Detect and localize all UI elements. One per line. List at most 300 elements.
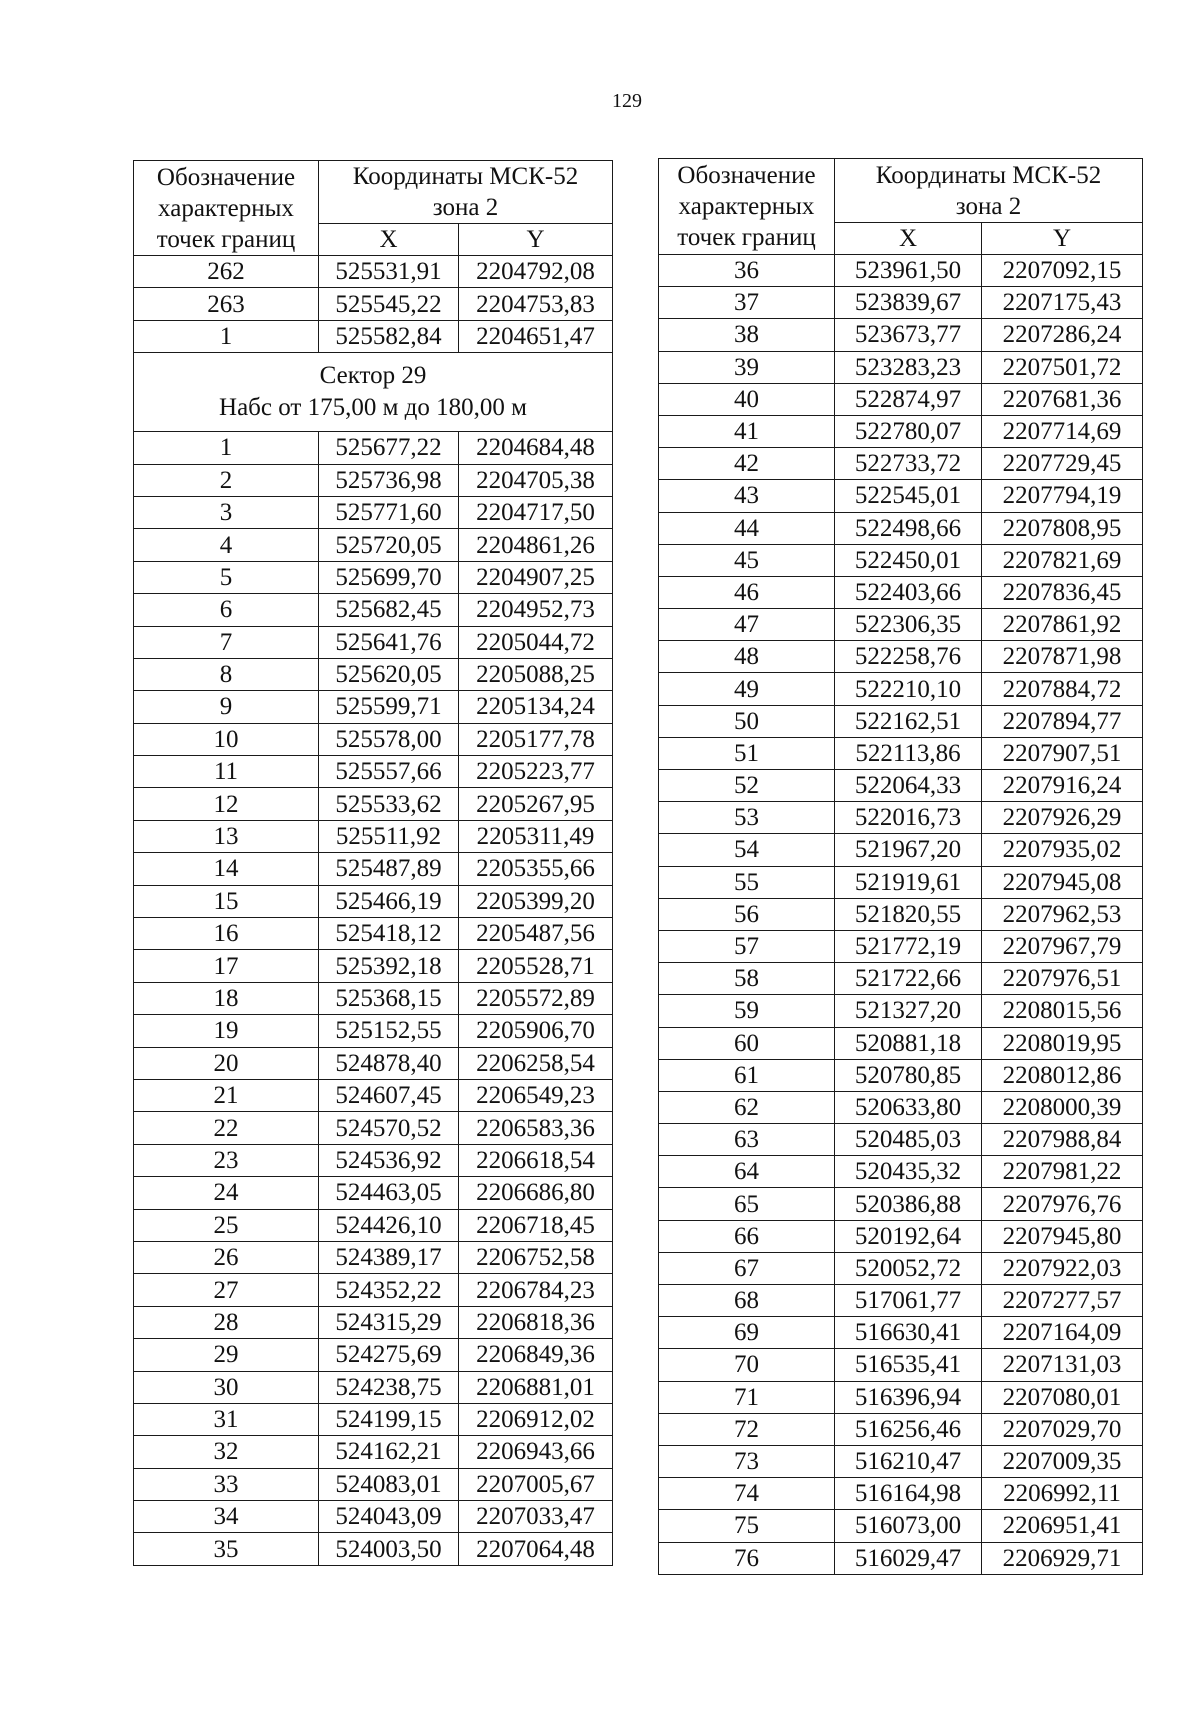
table-row: [134, 1274, 613, 1306]
x-coordinate-cell: 516029,47: [835, 1542, 982, 1574]
x-coordinate-cell: 516210,47: [835, 1445, 982, 1477]
y-coordinate-cell: 2207164,09: [982, 1317, 1143, 1349]
x-coordinate-cell: 525720,05: [319, 529, 459, 561]
point-id-cell: 35: [134, 1533, 319, 1565]
point-id-cell: 51: [659, 737, 835, 769]
table-row: [659, 995, 1143, 1027]
x-coordinate-cell: 524315,29: [319, 1306, 459, 1338]
y-coordinate-cell: 2207907,51: [982, 737, 1143, 769]
table-row: [134, 1436, 613, 1468]
sector-cell: [134, 353, 613, 432]
table-row: [134, 756, 613, 788]
point-id-cell: 16: [134, 918, 319, 950]
table-row: [659, 641, 1143, 673]
x-coordinate-cell: 521722,66: [835, 963, 982, 995]
y-coordinate-cell: 2205399,20: [459, 885, 613, 917]
point-id-cell: 3: [134, 496, 319, 528]
table-row: [134, 1209, 613, 1241]
y-coordinate-cell: 2207926,29: [982, 802, 1143, 834]
x-coordinate-cell: 525682,45: [319, 594, 459, 626]
table-row: [659, 802, 1143, 834]
point-id-cell: 54: [659, 834, 835, 866]
x-coordinate-cell: 516256,46: [835, 1413, 982, 1445]
point-id-cell: 56: [659, 898, 835, 930]
y-coordinate-cell: 2207981,22: [982, 1156, 1143, 1188]
y-column-header: Y: [982, 223, 1143, 255]
table-row: [659, 1252, 1143, 1284]
x-coordinate-cell: 521919,61: [835, 866, 982, 898]
point-id-cell: 58: [659, 963, 835, 995]
point-id-cell: 33: [134, 1468, 319, 1500]
x-coordinate-cell: 525677,22: [319, 432, 459, 464]
x-coordinate-cell: 516164,98: [835, 1478, 982, 1510]
x-coordinate-cell: 525487,89: [319, 853, 459, 885]
point-id-cell: 76: [659, 1542, 835, 1574]
y-coordinate-cell: 2207729,45: [982, 448, 1143, 480]
point-id-cell: 65: [659, 1188, 835, 1220]
table-row: [134, 1015, 613, 1047]
y-coordinate-cell: 2207033,47: [459, 1501, 613, 1533]
point-id-cell: 263: [134, 288, 319, 320]
table-body-left: [134, 161, 613, 1566]
x-coordinate-cell: 520386,88: [835, 1188, 982, 1220]
table-row: [659, 705, 1143, 737]
table-row: [659, 834, 1143, 866]
point-id-cell: 6: [134, 594, 319, 626]
x-coordinate-cell: 525392,18: [319, 950, 459, 982]
y-coordinate-cell: 2207808,95: [982, 512, 1143, 544]
point-id-cell: 68: [659, 1285, 835, 1317]
sector-row: [134, 353, 613, 432]
x-coordinate-cell: 525641,76: [319, 626, 459, 658]
point-id-cell: 1: [134, 320, 319, 352]
y-coordinate-cell: 2206929,71: [982, 1542, 1143, 1574]
x-coordinate-cell: 525368,15: [319, 982, 459, 1014]
point-id-cell: 75: [659, 1510, 835, 1542]
x-coordinate-cell: 524426,10: [319, 1209, 459, 1241]
header-row: [134, 161, 613, 224]
y-coordinate-cell: 2206718,45: [459, 1209, 613, 1241]
point-id-cell: 30: [134, 1371, 319, 1403]
table-row: [659, 609, 1143, 641]
y-coordinate-cell: 2205134,24: [459, 691, 613, 723]
y-coordinate-cell: 2205487,56: [459, 918, 613, 950]
x-coordinate-cell: 522016,73: [835, 802, 982, 834]
points-header-line-1: Обозначение: [677, 162, 816, 189]
y-coordinate-cell: 2205044,72: [459, 626, 613, 658]
x-coordinate-cell: 516396,94: [835, 1381, 982, 1413]
x-column-header: X: [319, 224, 459, 256]
x-coordinate-cell: 525418,12: [319, 918, 459, 950]
table-row: [134, 1339, 613, 1371]
point-id-cell: 1: [134, 432, 319, 464]
table-row: [659, 737, 1143, 769]
coordinates-header-line-1: Координаты МСК-52: [875, 161, 1102, 189]
table-row: [659, 1220, 1143, 1252]
x-coordinate-cell: 520052,72: [835, 1252, 982, 1284]
y-coordinate-cell: 2207976,76: [982, 1188, 1143, 1220]
x-coordinate-cell: 524162,21: [319, 1436, 459, 1468]
x-coordinate-cell: 521772,19: [835, 930, 982, 962]
y-coordinate-cell: 2207794,19: [982, 480, 1143, 512]
table-row: [659, 1091, 1143, 1123]
y-coordinate-cell: 2205311,49: [459, 820, 613, 852]
coordinates-header-line-2: зона 2: [432, 194, 499, 221]
y-coordinate-cell: 2207945,08: [982, 866, 1143, 898]
point-id-cell: 41: [659, 415, 835, 447]
x-coordinate-cell: 525557,66: [319, 756, 459, 788]
y-coordinate-cell: 2206881,01: [459, 1371, 613, 1403]
table-row: [134, 691, 613, 723]
point-id-cell: 69: [659, 1317, 835, 1349]
table-row: [659, 963, 1143, 995]
table-row: [134, 256, 613, 288]
y-coordinate-cell: 2207967,79: [982, 930, 1143, 962]
y-coordinate-cell: 2207175,43: [982, 287, 1143, 319]
point-id-cell: 10: [134, 723, 319, 755]
y-coordinate-cell: 2206951,41: [982, 1510, 1143, 1542]
table-row: [134, 853, 613, 885]
y-coordinate-cell: 2207884,72: [982, 673, 1143, 705]
sector-subtitle: Набс от 175,00 м до 180,00 м: [219, 394, 527, 422]
x-coordinate-cell: 525599,71: [319, 691, 459, 723]
y-coordinate-cell: 2207821,69: [982, 544, 1143, 576]
y-column-header: Y: [459, 224, 613, 256]
y-coordinate-cell: 2204792,08: [459, 256, 613, 288]
points-column-header: [659, 159, 835, 255]
y-coordinate-cell: 2204861,26: [459, 529, 613, 561]
y-coordinate-cell: 2204705,38: [459, 464, 613, 496]
point-id-cell: 18: [134, 982, 319, 1014]
table-row: [659, 1510, 1143, 1542]
x-coordinate-cell: 524043,09: [319, 1501, 459, 1533]
y-coordinate-cell: 2207714,69: [982, 415, 1143, 447]
y-coordinate-cell: 2207861,92: [982, 609, 1143, 641]
x-coordinate-cell: 521327,20: [835, 995, 982, 1027]
coordinates-header: [835, 159, 1143, 223]
y-coordinate-cell: 2207009,35: [982, 1445, 1143, 1477]
y-coordinate-cell: 2206784,23: [459, 1274, 613, 1306]
point-id-cell: 42: [659, 448, 835, 480]
page-number: 129: [612, 90, 642, 112]
point-id-cell: 48: [659, 641, 835, 673]
y-coordinate-cell: 2207916,24: [982, 770, 1143, 802]
table-row: [659, 544, 1143, 576]
table-row: [134, 1403, 613, 1435]
x-coordinate-cell: 525771,60: [319, 496, 459, 528]
point-id-cell: 7: [134, 626, 319, 658]
x-coordinate-cell: 524003,50: [319, 1533, 459, 1565]
table-row: [659, 1188, 1143, 1220]
x-column-header: X: [835, 223, 982, 255]
y-coordinate-cell: 2208019,95: [982, 1027, 1143, 1059]
points-header-line-2: характерных: [678, 193, 815, 220]
y-coordinate-cell: 2207064,48: [459, 1533, 613, 1565]
points-header-line-3: точек границ: [156, 225, 296, 253]
y-coordinate-cell: 2207029,70: [982, 1413, 1143, 1445]
point-id-cell: 17: [134, 950, 319, 982]
table-row: [659, 319, 1143, 351]
point-id-cell: 55: [659, 866, 835, 898]
x-coordinate-cell: 524352,22: [319, 1274, 459, 1306]
point-id-cell: 20: [134, 1047, 319, 1079]
point-id-cell: 11: [134, 756, 319, 788]
x-coordinate-cell: 520192,64: [835, 1220, 982, 1252]
table-row: [659, 1285, 1143, 1317]
point-id-cell: 24: [134, 1177, 319, 1209]
point-id-cell: 39: [659, 351, 835, 383]
x-coordinate-cell: 520881,18: [835, 1027, 982, 1059]
y-coordinate-cell: 2207277,57: [982, 1285, 1143, 1317]
x-coordinate-cell: 522162,51: [835, 705, 982, 737]
x-coordinate-cell: 524275,69: [319, 1339, 459, 1371]
y-coordinate-cell: 2207092,15: [982, 255, 1143, 287]
y-coordinate-cell: 2207681,36: [982, 383, 1143, 415]
y-coordinate-cell: 2204952,73: [459, 594, 613, 626]
y-coordinate-cell: 2207836,45: [982, 576, 1143, 608]
point-id-cell: 28: [134, 1306, 319, 1338]
y-coordinate-cell: 2208000,39: [982, 1091, 1143, 1123]
y-coordinate-cell: 2205528,71: [459, 950, 613, 982]
x-coordinate-cell: 524607,45: [319, 1079, 459, 1111]
x-coordinate-cell: 516630,41: [835, 1317, 982, 1349]
point-id-cell: 60: [659, 1027, 835, 1059]
x-coordinate-cell: 522258,76: [835, 641, 982, 673]
y-coordinate-cell: 2207894,77: [982, 705, 1143, 737]
point-id-cell: 73: [659, 1445, 835, 1477]
x-coordinate-cell: 525582,84: [319, 320, 459, 352]
x-coordinate-cell: 525620,05: [319, 658, 459, 690]
x-coordinate-cell: 522306,35: [835, 609, 982, 641]
table-row: [134, 820, 613, 852]
points-header-line-2: характерных: [158, 194, 294, 222]
point-id-cell: 12: [134, 788, 319, 820]
y-coordinate-cell: 2205223,77: [459, 756, 613, 788]
point-id-cell: 59: [659, 995, 835, 1027]
table-row: [134, 1112, 613, 1144]
table-row: [659, 255, 1143, 287]
table-row: [134, 885, 613, 917]
x-coordinate-cell: 522210,10: [835, 673, 982, 705]
y-coordinate-cell: 2207935,02: [982, 834, 1143, 866]
table-row: [659, 287, 1143, 319]
coordinates-header: [319, 161, 613, 224]
table-row: [134, 594, 613, 626]
y-coordinate-cell: 2206992,11: [982, 1478, 1143, 1510]
point-id-cell: 9: [134, 691, 319, 723]
header-row: [659, 159, 1143, 223]
point-id-cell: 43: [659, 480, 835, 512]
y-coordinate-cell: 2206752,58: [459, 1241, 613, 1273]
x-coordinate-cell: 525545,22: [319, 288, 459, 320]
table-row: [134, 950, 613, 982]
table-row: [659, 512, 1143, 544]
x-coordinate-cell: 525511,92: [319, 820, 459, 852]
table-row: [134, 1533, 613, 1565]
y-coordinate-cell: 2205572,89: [459, 982, 613, 1014]
coordinates-table-left: [133, 160, 613, 1566]
table-row: [134, 496, 613, 528]
table-row: [134, 1371, 613, 1403]
y-coordinate-cell: 2204651,47: [459, 320, 613, 352]
table-row: [659, 866, 1143, 898]
point-id-cell: 53: [659, 802, 835, 834]
table-row: [659, 383, 1143, 415]
y-coordinate-cell: 2206583,36: [459, 1112, 613, 1144]
x-coordinate-cell: 516535,41: [835, 1349, 982, 1381]
x-coordinate-cell: 525466,19: [319, 885, 459, 917]
table-row: [134, 464, 613, 496]
x-coordinate-cell: 521967,20: [835, 834, 982, 866]
point-id-cell: 29: [134, 1339, 319, 1371]
point-id-cell: 64: [659, 1156, 835, 1188]
y-coordinate-cell: 2206618,54: [459, 1144, 613, 1176]
table-row: [659, 1413, 1143, 1445]
point-id-cell: 21: [134, 1079, 319, 1111]
point-id-cell: 44: [659, 512, 835, 544]
y-coordinate-cell: 2207005,67: [459, 1468, 613, 1500]
table-row: [134, 1241, 613, 1273]
table-row: [659, 415, 1143, 447]
point-id-cell: 38: [659, 319, 835, 351]
point-id-cell: 262: [134, 256, 319, 288]
point-id-cell: 61: [659, 1059, 835, 1091]
table-row: [659, 1156, 1143, 1188]
point-id-cell: 34: [134, 1501, 319, 1533]
x-coordinate-cell: 522450,01: [835, 544, 982, 576]
point-id-cell: 62: [659, 1091, 835, 1123]
x-coordinate-cell: 522780,07: [835, 415, 982, 447]
table-row: [659, 1349, 1143, 1381]
table-row: [134, 658, 613, 690]
x-coordinate-cell: 525736,98: [319, 464, 459, 496]
table-row: [659, 480, 1143, 512]
coordinates-table-right: [658, 158, 1143, 1575]
coordinates-header-line-1: Координаты МСК-52: [352, 163, 579, 190]
point-id-cell: 67: [659, 1252, 835, 1284]
point-id-cell: 2: [134, 464, 319, 496]
x-coordinate-cell: 525578,00: [319, 723, 459, 755]
point-id-cell: 45: [659, 544, 835, 576]
x-coordinate-cell: 520435,32: [835, 1156, 982, 1188]
x-coordinate-cell: 522545,01: [835, 480, 982, 512]
table-body-right: [659, 159, 1143, 1575]
point-id-cell: 70: [659, 1349, 835, 1381]
x-coordinate-cell: 524389,17: [319, 1241, 459, 1273]
y-coordinate-cell: 2207286,24: [982, 319, 1143, 351]
y-coordinate-cell: 2207922,03: [982, 1252, 1143, 1284]
x-coordinate-cell: 520633,80: [835, 1091, 982, 1123]
point-id-cell: 19: [134, 1015, 319, 1047]
table-row: [134, 788, 613, 820]
table-row: [134, 288, 613, 320]
x-coordinate-cell: 522064,33: [835, 770, 982, 802]
table-row: [659, 898, 1143, 930]
table-row: [659, 351, 1143, 383]
point-id-cell: 25: [134, 1209, 319, 1241]
y-coordinate-cell: 2206818,36: [459, 1306, 613, 1338]
y-coordinate-cell: 2208012,86: [982, 1059, 1143, 1091]
x-coordinate-cell: 524878,40: [319, 1047, 459, 1079]
table-row: [659, 1317, 1143, 1349]
y-coordinate-cell: 2208015,56: [982, 995, 1143, 1027]
point-id-cell: 32: [134, 1436, 319, 1468]
points-header-line-3: точек границ: [677, 224, 816, 251]
table-row: [659, 673, 1143, 705]
y-coordinate-cell: 2205088,25: [459, 658, 613, 690]
table-row: [134, 1306, 613, 1338]
point-id-cell: 57: [659, 930, 835, 962]
y-coordinate-cell: 2205355,66: [459, 853, 613, 885]
x-coordinate-cell: 524199,15: [319, 1403, 459, 1435]
table-row: [659, 1445, 1143, 1477]
point-id-cell: 27: [134, 1274, 319, 1306]
x-coordinate-cell: 522498,66: [835, 512, 982, 544]
point-id-cell: 37: [659, 287, 835, 319]
x-coordinate-cell: 522874,97: [835, 383, 982, 415]
y-coordinate-cell: 2207501,72: [982, 351, 1143, 383]
x-coordinate-cell: 525152,55: [319, 1015, 459, 1047]
sector-title: Сектор 29: [319, 362, 427, 390]
x-coordinate-cell: 524570,52: [319, 1112, 459, 1144]
table-row: [659, 1478, 1143, 1510]
x-coordinate-cell: 520485,03: [835, 1124, 982, 1156]
table-row: [134, 626, 613, 658]
point-id-cell: 13: [134, 820, 319, 852]
table-row: [134, 320, 613, 352]
table-row: [134, 1501, 613, 1533]
point-id-cell: 14: [134, 853, 319, 885]
table-row: [134, 529, 613, 561]
x-coordinate-cell: 520780,85: [835, 1059, 982, 1091]
points-header-line-1: Обозначение: [156, 163, 296, 191]
x-coordinate-cell: 523283,23: [835, 351, 982, 383]
table-row: [659, 1124, 1143, 1156]
table-row: [659, 1027, 1143, 1059]
point-id-cell: 66: [659, 1220, 835, 1252]
table-row: [134, 561, 613, 593]
point-id-cell: 47: [659, 609, 835, 641]
point-id-cell: 72: [659, 1413, 835, 1445]
y-coordinate-cell: 2207131,03: [982, 1349, 1143, 1381]
x-coordinate-cell: 516073,00: [835, 1510, 982, 1542]
y-coordinate-cell: 2207976,51: [982, 963, 1143, 995]
point-id-cell: 36: [659, 255, 835, 287]
x-coordinate-cell: 521820,55: [835, 898, 982, 930]
table-row: [134, 1468, 613, 1500]
point-id-cell: 40: [659, 383, 835, 415]
point-id-cell: 26: [134, 1241, 319, 1273]
point-id-cell: 22: [134, 1112, 319, 1144]
y-coordinate-cell: 2207871,98: [982, 641, 1143, 673]
points-column-header: [134, 161, 319, 256]
point-id-cell: 15: [134, 885, 319, 917]
x-coordinate-cell: 525531,91: [319, 256, 459, 288]
x-coordinate-cell: 525699,70: [319, 561, 459, 593]
table-row: [659, 770, 1143, 802]
y-coordinate-cell: 2206912,02: [459, 1403, 613, 1435]
x-coordinate-cell: 523961,50: [835, 255, 982, 287]
y-coordinate-cell: 2204717,50: [459, 496, 613, 528]
point-id-cell: 71: [659, 1381, 835, 1413]
y-coordinate-cell: 2204753,83: [459, 288, 613, 320]
y-coordinate-cell: 2206549,23: [459, 1079, 613, 1111]
table-row: [134, 723, 613, 755]
y-coordinate-cell: 2206849,36: [459, 1339, 613, 1371]
table-row: [659, 576, 1143, 608]
x-coordinate-cell: 522733,72: [835, 448, 982, 480]
x-coordinate-cell: 524238,75: [319, 1371, 459, 1403]
